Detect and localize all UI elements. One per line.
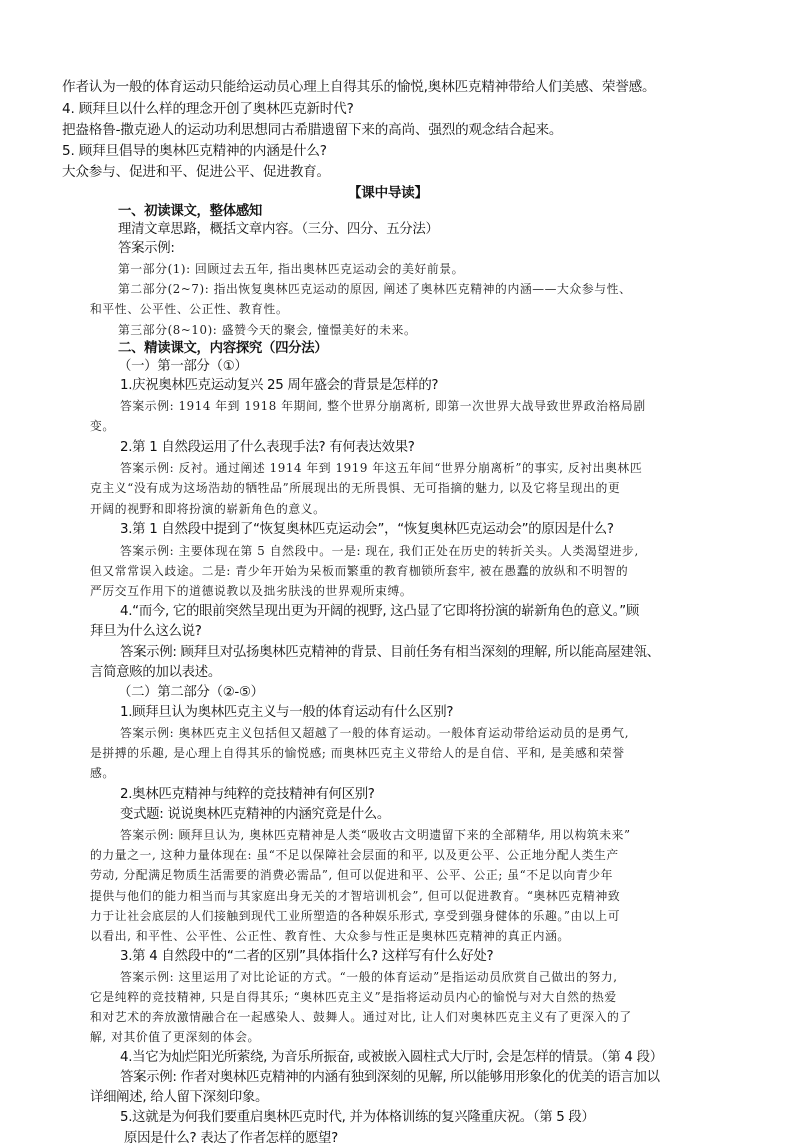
answer-line: 克主义“没有成为这场浩劫的牺牲品”所展现出的无所畏惧、无可指摘的魅力, 以及它将呈现出的更 [90, 481, 621, 495]
subsection-heading: （一）第一部分（①） [118, 359, 248, 374]
question-line: 1.庆祝奥林匹克运动复兴 25 周年盛会的背景是怎样的? [120, 378, 439, 393]
answer-line: 严厉交互作用下的道德说教以及拙劣肤浅的世界观所束缚。 [90, 584, 413, 598]
task-line: 理清文章思路，概括文章内容。（三分、四分、五分法） [118, 222, 439, 237]
answer-line: 第一部分(1): 回顾过去五年, 指出奥林匹克运动会的美好前景。 [118, 262, 465, 276]
answer-line: 详细阐述, 给人留下深刻印象。 [90, 1090, 269, 1105]
answer-line: 以看出, 和平性、公平性、公正性、教育性、大众参与性正是奥林匹克精神的真正内涵。 [90, 929, 570, 943]
variant-question: 变式题: 说说奥林匹克精神的内涵究竟是什么。 [120, 807, 390, 822]
answer-line: 答案示例: 1914 年到 1918 年期间, 整个世界分崩离析, 即第一次世界大战导致世界政治格局剧 [120, 399, 646, 413]
answer-line: 提供与他们的能力相当而与其家庭出身无关的才智培训机会”, 但可以促进教育。“奥林匹克精神致 [90, 889, 621, 903]
question-line: 原因是什么? 表达了作者怎样的愿望? [124, 1131, 338, 1146]
answer-line: 变。 [90, 419, 115, 433]
answer-line: 答案示例: 顾拜旦认为, 奥林匹克精神是人类“吸收古文明遗留下来的全部精华, 用以构筑未来” [120, 828, 631, 842]
answer-line: 答案示例: 顾拜旦对弘扬奥林匹克精神的背景、目前任务有相当深刻的理解, 所以能高屋建瓴、 [120, 645, 660, 660]
part-heading: 一、初读课文，整体感知 [118, 204, 262, 219]
answer-line: 解, 对其价值了更深刻的体会。 [90, 1030, 260, 1044]
question-line: 4.当它为灿烂阳光所萦绕, 为音乐所振奋, 或被嵌入圆柱式大厅时, 会是怎样的情景。（第 4 段） [120, 1050, 663, 1065]
answer-line: 答案示例: 这里运用了对比论证的方式。“一般的体育运动”是指运动员欣赏自己做出的努力, [120, 970, 618, 984]
question-line: 3.第 4 自然段中的“二者的区别”具体指什么? 这样写有什么好处? [120, 949, 494, 964]
section-title: 【课中导读】 [348, 185, 428, 201]
question-line: 1.顾拜旦认为奥林匹克主义与一般的体育运动有什么区别? [120, 705, 454, 720]
answer-line: 力于让社会底层的人们接触到现代工业所塑造的各种娱乐形式, 享受到强身健体的乐趣。”由以上可 [90, 909, 621, 923]
answer-line: 答案示例: 奥林匹克主义包括但又超越了一般的体育运动。一般体育运动带给运动员的是勇气, [120, 726, 630, 740]
question-line: 4. 顾拜旦以什么样的理念开创了奥林匹克新时代? [62, 101, 354, 117]
answer-line: 答案示例: 反衬。通过阐述 1914 年到 1919 年这五年间“世界分崩离析”的事实, 反衬出奥林匹 [120, 461, 643, 475]
answer-label: 答案示例: [118, 241, 175, 256]
answer-line: 把盎格鲁-撒克逊人的运动功利思想同古希腊遗留下来的高尚、强烈的观念结合起来。 [62, 122, 563, 138]
subsection-heading: （二）第二部分（②-⑤） [118, 685, 264, 700]
answer-line: 是拼搏的乐趣, 是心理上自得其乐的愉悦感; 而奥林匹克主义带给人的是自信、平和, 是美感和荣誉 [90, 746, 625, 760]
question-line: 2.奥林匹克精神与纯粹的竞技精神有何区别? [120, 787, 375, 802]
question-line: 5. 顾拜旦倡导的奥林匹克精神的内涵是什么? [62, 143, 327, 159]
answer-line: 言简意赅的加以表述。 [90, 665, 221, 680]
text-line: 作者认为一般的体育运动只能给运动员心理上自得其乐的愉悦,奥林匹克精神带给人们美感、荣誉感。 [62, 79, 656, 95]
answer-line: 的力量之一, 这种力量体现在: 虽“不足以保障社会层面的和平, 以及更公平、公正地分配人类生产 [90, 848, 619, 862]
answer-line: 答案示例: 主要体现在第 5 自然段中。一是: 现在, 我们正处在历史的转折关头。人类渴望进步, [120, 544, 639, 558]
answer-line: 和对艺术的奔放激情融合在一起感染人、鼓舞人。通过对比, 让人们对奥林匹克主义有了更深入的了 [90, 1010, 632, 1024]
answer-line: 第三部分(8~10): 盛赞今天的聚会, 憧憬美好的未来。 [118, 323, 417, 337]
answer-line: 和平性、公平性、公正性、教育性。 [90, 302, 289, 316]
question-line: 3.第 1 自然段中提到了“恢复奥林匹克运动会”，“恢复奥林匹克运动会”的原因是什么? [120, 522, 614, 537]
answer-line: 它是纯粹的竞技精神, 只是自得其乐; “奥林匹克主义”是指将运动员内心的愉悦与对大自然的热爱 [90, 990, 617, 1004]
answer-line: 答案示例: 作者对奥林匹克精神的内涵有独到深刻的见解, 所以能够用形象化的优美的语言加以 [120, 1070, 660, 1085]
question-line: 2.第 1 自然段运用了什么表现手法? 有何表达效果? [120, 440, 415, 455]
part-heading: 二、精读课文，内容探究（四分法） [118, 341, 328, 356]
question-line: 4.“而今, 它的眼前突然呈现出更为开阔的视野, 这凸显了它即将扮演的崭新角色的意义。”顾 [120, 604, 639, 619]
answer-line: 但又常常误入歧途。二是: 青少年开始为呆板而繁重的教育枷锁所套牢, 被在愚蠢的放纵和不明智的 [90, 564, 629, 578]
answer-line: 开阔的视野和即将扮演的崭新角色的意义。 [90, 502, 326, 516]
answer-line: 劳动, 分配满足物质生活需要的消费必需品”, 但可以促进和平、公平、公正; 虽“不足以向青少年 [90, 868, 614, 882]
answer-line: 感。 [90, 766, 115, 780]
answer-line: 大众参与、促进和平、促进公平、促进教育。 [62, 164, 330, 180]
question-line: 5.这就是为何我们要重启奥林匹克时代, 并为体格训练的复兴隆重庆祝。（第 5 段） [120, 1110, 595, 1125]
answer-line: 第二部分(2~7): 指出恢复奥林匹克运动的原因, 阐述了奥林匹克精神的内涵——大众参与性、 [118, 282, 632, 296]
question-line: 拜旦为什么这么说? [90, 624, 202, 639]
